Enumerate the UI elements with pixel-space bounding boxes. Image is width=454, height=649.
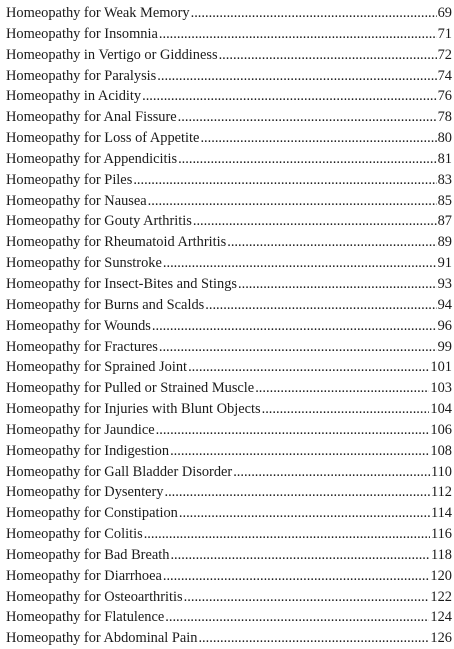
toc-entry[interactable] xyxy=(6,107,452,128)
dot-leader xyxy=(170,441,429,462)
toc-entry-page: 99 xyxy=(437,338,452,355)
dot-leader xyxy=(198,628,429,649)
dot-leader xyxy=(163,253,437,274)
toc-entry[interactable] xyxy=(6,128,452,149)
toc-entry[interactable] xyxy=(6,45,452,66)
dot-leader xyxy=(193,211,437,232)
toc-entry-page: 114 xyxy=(430,505,452,522)
toc-entry-title: Homeopathy for Rheumatoid Arthritis xyxy=(6,234,227,251)
dot-leader xyxy=(188,357,429,378)
toc-entry[interactable] xyxy=(6,420,452,441)
toc-entry[interactable] xyxy=(6,170,452,191)
toc-entry[interactable] xyxy=(6,24,452,45)
toc-entry-title: Homeopathy for Osteoarthritis xyxy=(6,588,183,605)
toc-entry-title: Homeopathy for Piles xyxy=(6,171,133,188)
toc-entry-title: Homeopathy for Indigestion xyxy=(6,442,170,459)
toc-entry-title: Homeopathy for Insomnia xyxy=(6,25,158,42)
toc-entry-title: Homeopathy for Gouty Arthritis xyxy=(6,213,192,230)
toc-entry-title: Homeopathy for Weak Memory xyxy=(6,5,190,21)
toc-entry-page: 116 xyxy=(430,526,452,543)
dot-leader xyxy=(142,86,437,107)
dot-leader xyxy=(133,170,436,191)
toc-entry-page: 69 xyxy=(437,5,452,21)
toc-entry-page: 101 xyxy=(430,359,452,376)
dot-leader xyxy=(262,399,430,420)
toc-entry[interactable] xyxy=(6,191,452,212)
toc-entry[interactable] xyxy=(6,462,452,483)
toc-entry-title: Homeopathy for Wounds xyxy=(6,317,151,334)
dot-leader xyxy=(178,107,437,128)
toc-entry-title: Homeopathy for Jaundice xyxy=(6,421,155,438)
toc-entry-page: 94 xyxy=(437,296,452,313)
toc-entry[interactable] xyxy=(6,441,452,462)
dot-leader xyxy=(170,545,429,566)
dot-leader xyxy=(164,482,429,503)
dot-leader xyxy=(238,274,437,295)
toc-entry-title: Homeopathy for Bad Breath xyxy=(6,546,170,563)
toc-entry[interactable] xyxy=(6,378,452,399)
toc-entry[interactable] xyxy=(6,211,452,232)
toc-entry-title: Homeopathy for Injuries with Blunt Objects xyxy=(6,401,261,418)
dot-leader xyxy=(191,3,437,24)
toc-entry-page: 91 xyxy=(437,255,452,272)
toc-entry-page: 124 xyxy=(430,609,452,626)
dot-leader xyxy=(144,524,430,545)
toc-entry-title: Homeopathy for Flatulence xyxy=(6,609,165,626)
toc-entry[interactable] xyxy=(6,566,452,587)
toc-entry-page: 81 xyxy=(437,150,452,167)
toc-entry-page: 108 xyxy=(430,442,452,459)
dot-leader xyxy=(178,149,437,170)
toc-entry[interactable] xyxy=(6,274,452,295)
toc-entry-page: 96 xyxy=(437,317,452,334)
toc-entry-page: 89 xyxy=(437,234,452,251)
toc-entry[interactable] xyxy=(6,503,452,524)
dot-leader xyxy=(219,45,437,66)
toc-entry-page: 80 xyxy=(437,130,452,147)
dot-leader xyxy=(159,337,437,358)
toc-entry-page: 106 xyxy=(430,421,452,438)
toc-entry-page: 118 xyxy=(430,546,452,563)
toc-entry[interactable] xyxy=(6,357,452,378)
toc-entry[interactable] xyxy=(6,399,452,420)
toc-entry-page: 74 xyxy=(437,67,452,84)
toc-entry-title: Homeopathy for Constipation xyxy=(6,505,178,522)
toc-entry-page: 126 xyxy=(430,630,452,647)
dot-leader xyxy=(184,587,430,608)
toc-entry-title: Homeopathy for Diarrhoea xyxy=(6,567,162,584)
toc-entry-page: 87 xyxy=(437,213,452,230)
dot-leader xyxy=(157,66,436,87)
dot-leader xyxy=(205,295,436,316)
toc-entry[interactable] xyxy=(6,337,452,358)
toc-entry-title: Homeopathy for Fractures xyxy=(6,338,158,355)
toc-entry-page: 72 xyxy=(437,46,452,63)
toc-entry-page: 78 xyxy=(437,109,452,126)
toc-entry[interactable] xyxy=(6,545,452,566)
toc-entry-title: Homeopathy for Paralysis xyxy=(6,67,157,84)
toc-entry[interactable] xyxy=(6,253,452,274)
toc-entry-title: Homeopathy for Gall Bladder Disorder xyxy=(6,463,233,480)
toc-entry-page: 83 xyxy=(437,171,452,188)
toc-entry-title: Homeopathy for Appendicitis xyxy=(6,150,178,167)
dot-leader xyxy=(159,24,437,45)
dot-leader xyxy=(200,128,436,149)
toc-entry-page: 76 xyxy=(437,88,452,105)
toc-entry-page: 103 xyxy=(430,380,452,397)
toc-entry-page: 110 xyxy=(430,463,452,480)
toc-entry-title: Homeopathy for Dysentery xyxy=(6,484,164,501)
toc-entry[interactable] xyxy=(6,316,452,337)
dot-leader xyxy=(255,378,429,399)
dot-leader xyxy=(156,420,430,441)
toc-entry-page: 85 xyxy=(437,192,452,209)
dot-leader xyxy=(152,316,437,337)
toc-entry[interactable] xyxy=(6,587,452,608)
toc-entry-title: Homeopathy for Sunstroke xyxy=(6,255,162,272)
toc-entry-title: Homeopathy for Burns and Scalds xyxy=(6,296,205,313)
toc-entry[interactable] xyxy=(6,3,452,24)
dot-leader xyxy=(163,566,430,587)
toc-entry-title: Homeopathy for Insect-Bites and Stings xyxy=(6,275,238,292)
dot-leader xyxy=(148,191,437,212)
toc-entry[interactable] xyxy=(6,524,452,545)
toc-entry[interactable] xyxy=(6,607,452,628)
dot-leader xyxy=(233,462,430,483)
toc-entry-title: Homeopathy for Nausea xyxy=(6,192,147,209)
dot-leader xyxy=(179,503,430,524)
toc-entry[interactable] xyxy=(6,628,452,649)
toc-entry-title: Homeopathy for Abdominal Pain xyxy=(6,630,198,647)
toc-entry-title: Homeopathy for Colitis xyxy=(6,526,143,543)
toc-entry[interactable] xyxy=(6,232,452,253)
toc-entry-page: 112 xyxy=(430,484,452,501)
toc-entry[interactable] xyxy=(6,86,452,107)
toc-entry-page: 104 xyxy=(430,401,452,418)
toc-entry-page: 122 xyxy=(430,588,452,605)
toc-entry-title: Homeopathy in Vertigo or Giddiness xyxy=(6,46,218,63)
toc-entry[interactable] xyxy=(6,66,452,87)
toc-entry[interactable] xyxy=(6,295,452,316)
toc-entry-page: 120 xyxy=(430,567,452,584)
toc-entry-title: Homeopathy for Loss of Appetite xyxy=(6,130,200,147)
toc-entry-page: 93 xyxy=(437,275,452,292)
toc-entry[interactable] xyxy=(6,149,452,170)
toc-entry-page: 71 xyxy=(437,25,452,42)
dot-leader xyxy=(165,607,429,628)
toc-entry-title: Homeopathy in Acidity xyxy=(6,88,142,105)
toc-entry-title: Homeopathy for Sprained Joint xyxy=(6,359,188,376)
toc-entry[interactable] xyxy=(6,482,452,503)
toc-entry-title: Homeopathy for Anal Fissure xyxy=(6,109,177,126)
toc-entry-title: Homeopathy for Pulled or Strained Muscle xyxy=(6,380,255,397)
dot-leader xyxy=(227,232,436,253)
